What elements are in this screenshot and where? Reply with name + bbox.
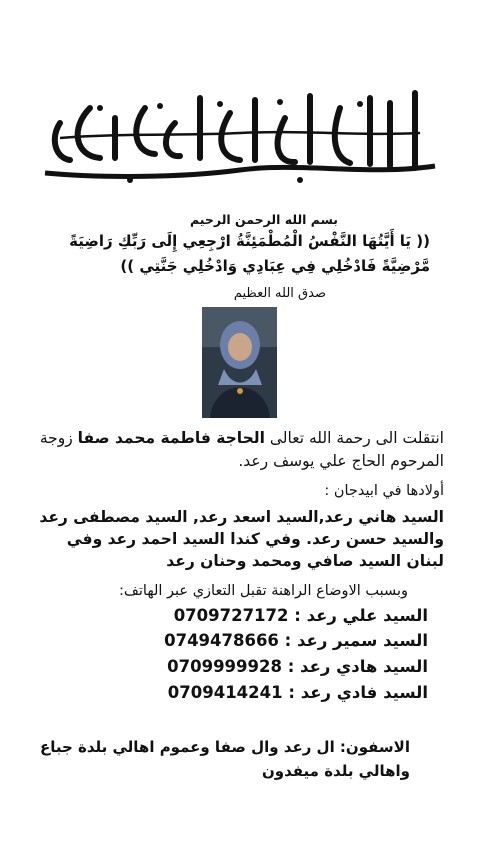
- contact-label: السيد فادي رعد :: [288, 683, 428, 702]
- death-announcement: [32, 427, 444, 473]
- mourners-footer: [40, 735, 410, 783]
- contact-phone: 0749478666: [164, 631, 279, 650]
- calligraphy-heading: [40, 78, 440, 188]
- contact-label: السيد سمير رعد :: [284, 631, 428, 650]
- contact-phone: 0709999928: [167, 657, 282, 676]
- footer-line-2: واهالي بلدة ميفدون: [261, 762, 410, 780]
- contact-row: [168, 683, 428, 702]
- condolence-note: وبسبب الاوضاع الراهنة تقبل التعازي عبر الهاتف:: [118, 583, 408, 599]
- deceased-photo: [202, 307, 277, 418]
- verse-line-2: مَّرْضِيَّةً فَادْخُلِي فِي عِبَادِي وَادْخُلِي جَنَّتِي )): [120, 257, 430, 275]
- sadaq-line: صدق الله العظيم: [233, 286, 326, 301]
- contact-row: [164, 631, 428, 650]
- announcement-intro: انتقلت الى رحمة الله تعالى: [269, 429, 444, 447]
- contact-label: السيد علي رعد :: [294, 606, 428, 625]
- children-intro: أولادها في ابيدجان :: [324, 483, 444, 499]
- basmala: بسم الله الرحمن الرحيم: [190, 212, 338, 227]
- children-list: السيد هاني رعد,السيد اسعد رعد, السيد مصطفى رعد والسيد حسن رعد. وفي كندا السيد احمد رعد وفي لبنان السيد صافي ومحمد وحنان رعد: [39, 508, 444, 570]
- footer-line-1: الاسفون: ال رعد وال صفا وعموم اهالي بلدة جباع: [39, 738, 410, 756]
- contact-label: السيد هادي رعد :: [287, 657, 428, 676]
- verse-line-1: (( يَا أَيَّتُهَا النَّفْسُ الْمُطْمَئِنَّةُ ارْجِعِي إِلَى رَبِّكِ رَاضِيَةً: [69, 232, 430, 250]
- contact-row: [174, 606, 428, 625]
- contact-phone: 0709414241: [167, 683, 283, 702]
- contact-phone: 0709727172: [173, 606, 289, 625]
- deceased-name: الحاجة فاطمة محمد صفا: [77, 429, 265, 447]
- contact-row: [167, 657, 428, 676]
- husband-line: زوجة المرحوم الحاج علي يوسف رعد.: [39, 429, 444, 470]
